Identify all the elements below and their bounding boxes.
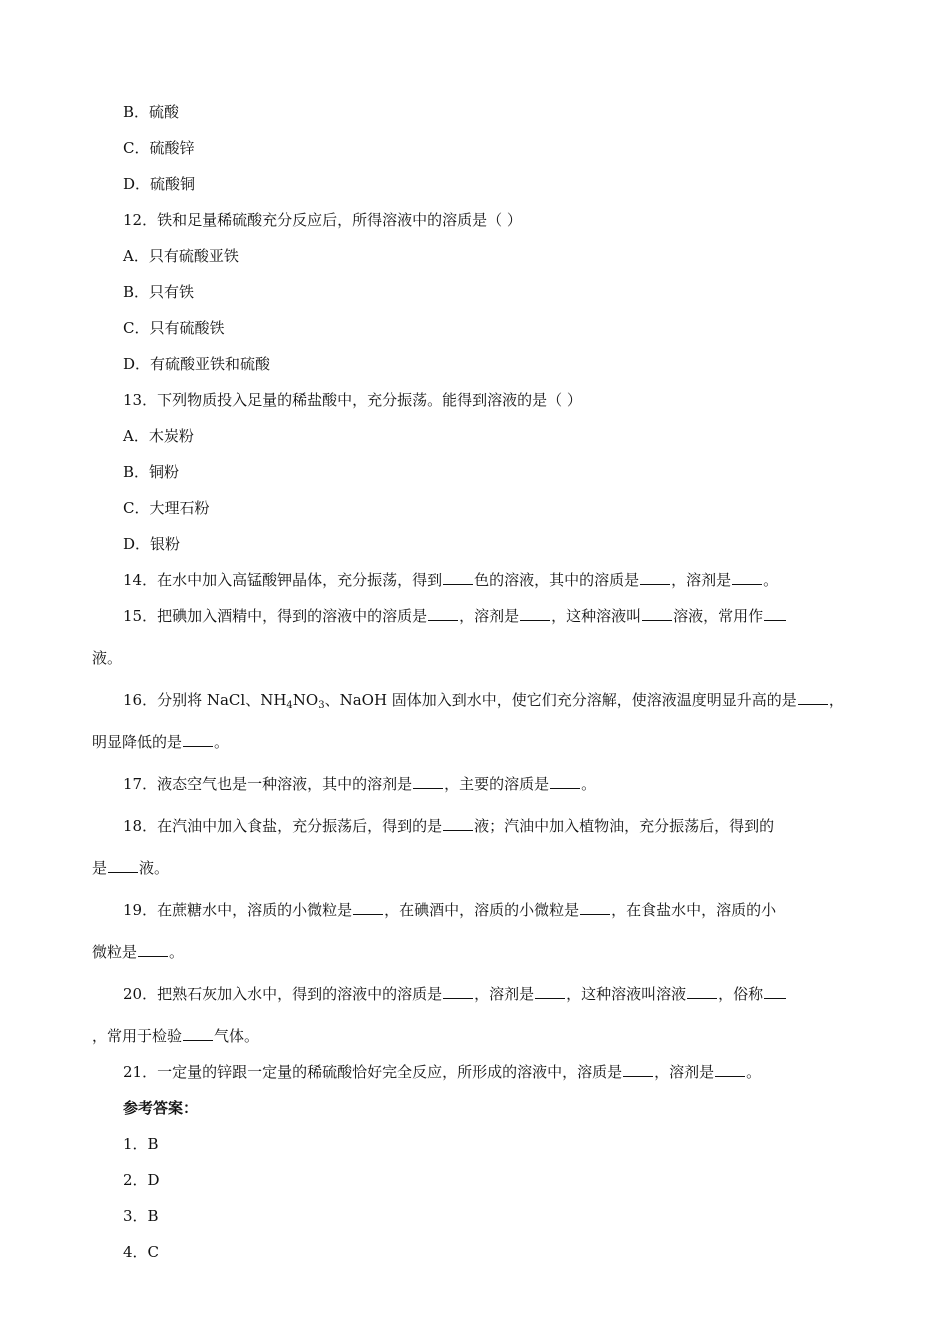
answer-blank[interactable]	[428, 606, 458, 621]
answer-key-title: 参考答案：	[123, 1099, 199, 1117]
question-16-text-6: 。	[214, 733, 230, 751]
question-15-text-1: 15．把碘加入酒精中，得到的溶液中的溶质是	[123, 607, 428, 625]
question-13-stem: 13．下列物质投入足量的稀盐酸中，充分振荡。能得到溶液的是（ ）	[123, 391, 582, 409]
question-12-option-d: D．有硫酸亚铁和硫酸	[123, 355, 271, 373]
answer-blank[interactable]	[798, 690, 828, 705]
question-12-option-a: A．只有硫酸亚铁	[123, 247, 239, 265]
question-17-text-2: ，主要的溶质是	[444, 775, 550, 793]
answer-blank[interactable]	[623, 1062, 653, 1077]
question-20-text-1: 20．把熟石灰加入水中，得到的溶液中的溶质是	[123, 985, 443, 1003]
subscript-4: 4	[286, 700, 293, 711]
question-20-line-2	[92, 1026, 259, 1046]
answer-blank[interactable]	[732, 570, 762, 585]
option-c: C．硫酸锌	[123, 139, 195, 157]
question-16-line-1	[123, 690, 844, 716]
answer-item: 2．D	[123, 1171, 160, 1189]
question-18-text-3: 是	[92, 859, 108, 877]
question-16-text-1: 16．分别将 NaCl、NH	[123, 691, 287, 709]
answer-blank[interactable]	[183, 732, 213, 747]
question-16-line-2	[92, 732, 229, 752]
answer-blank[interactable]	[580, 900, 610, 915]
answer-blank[interactable]	[413, 774, 443, 789]
answer-item: 1．B	[123, 1135, 159, 1153]
question-13-option-b: B．铜粉	[123, 463, 180, 481]
question-12-stem: 12．铁和足量稀硫酸充分反应后，所得溶液中的溶质是（ ）	[123, 211, 522, 229]
answer-item: 4．C	[123, 1243, 160, 1261]
answer-blank[interactable]	[764, 606, 786, 621]
question-14-text-4: 。	[763, 571, 779, 589]
question-19-text-3: ，在食盐水中，溶质的小	[611, 901, 777, 919]
question-18-text-1: 18．在汽油中加入食盐，充分振荡后，得到的是	[123, 817, 443, 835]
question-14-text-2: 色的溶液，其中的溶质是	[474, 571, 640, 589]
answer-blank[interactable]	[550, 774, 580, 789]
question-13-option-a: A．木炭粉	[123, 427, 194, 445]
question-21	[123, 1062, 761, 1082]
question-12-option-b: B．只有铁	[123, 283, 195, 301]
question-13-option-c: C．大理石粉	[123, 499, 210, 517]
question-20-line-1	[123, 984, 787, 1004]
question-18-text-2: 液；汽油中加入植物油，充分振荡后，得到的	[474, 817, 775, 835]
question-19-text-2: ，在碘酒中，溶质的小微粒是	[384, 901, 580, 919]
question-17-text-1: 17．液态空气也是一种溶液，其中的溶剂是	[123, 775, 413, 793]
answer-blank[interactable]	[764, 984, 786, 999]
question-20-text-6: 气体。	[214, 1027, 260, 1045]
question-16-text-3: 、NaOH 固体加入到水中，使它们充分溶解，使溶液温度明显升高的是	[324, 691, 797, 709]
question-19-text-5: 。	[169, 943, 185, 961]
question-21-text-1: 21．一定量的锌跟一定量的稀硫酸恰好完全反应，所形成的溶液中，溶质是	[123, 1063, 623, 1081]
question-18-text-4: 液。	[139, 859, 170, 877]
question-16-text-5: 明显降低的是	[92, 733, 183, 751]
question-20-text-5: ，常用于检验	[92, 1027, 183, 1045]
question-16-text-4: ，	[828, 691, 844, 709]
question-21-text-3: 。	[746, 1063, 762, 1081]
question-19-line-1	[123, 900, 776, 920]
question-15-text-3: ，这种溶液叫	[551, 607, 642, 625]
question-20-text-2: ，溶剂是	[474, 985, 535, 1003]
answer-blank[interactable]	[443, 570, 473, 585]
answer-blank[interactable]	[687, 984, 717, 999]
subscript-3: 3	[318, 700, 325, 711]
question-21-text-2: ，溶剂是	[654, 1063, 715, 1081]
option-b: B．硫酸	[123, 103, 180, 121]
question-14	[123, 570, 778, 590]
question-20-text-4: ，俗称	[718, 985, 764, 1003]
question-15-text-2: ，溶剂是	[459, 607, 520, 625]
answer-item: 3．B	[123, 1207, 159, 1225]
answer-blank[interactable]	[138, 942, 168, 957]
answer-blank[interactable]	[642, 606, 672, 621]
question-19-line-2	[92, 942, 184, 962]
question-12-option-c: C．只有硫酸铁	[123, 319, 225, 337]
question-17-text-3: 。	[581, 775, 597, 793]
question-14-text-3: ，溶剂是	[671, 571, 732, 589]
question-18-line-1	[123, 816, 774, 836]
answer-blank[interactable]	[520, 606, 550, 621]
question-15-line-1	[123, 606, 787, 626]
question-15-text-4: 溶液，常用作	[673, 607, 764, 625]
answer-blank[interactable]	[715, 1062, 745, 1077]
answer-blank[interactable]	[640, 570, 670, 585]
answer-blank[interactable]	[108, 858, 138, 873]
question-20-text-3: ，这种溶液叫溶液	[566, 985, 687, 1003]
question-18-line-2	[92, 858, 169, 878]
answer-blank[interactable]	[443, 816, 473, 831]
answer-blank[interactable]	[353, 900, 383, 915]
question-19-text-4: 微粒是	[92, 943, 138, 961]
answer-blank[interactable]	[535, 984, 565, 999]
answer-blank[interactable]	[443, 984, 473, 999]
question-13-option-d: D．银粉	[123, 535, 181, 553]
question-15-line-2: 液。	[92, 649, 123, 667]
question-19-text-1: 19．在蔗糖水中，溶质的小微粒是	[123, 901, 353, 919]
answer-blank[interactable]	[183, 1026, 213, 1041]
option-d: D．硫酸铜	[123, 175, 196, 193]
question-17	[123, 774, 596, 794]
question-14-text-1: 14．在水中加入高锰酸钾晶体，充分振荡，得到	[123, 571, 443, 589]
question-16-text-2: NO	[292, 691, 319, 709]
